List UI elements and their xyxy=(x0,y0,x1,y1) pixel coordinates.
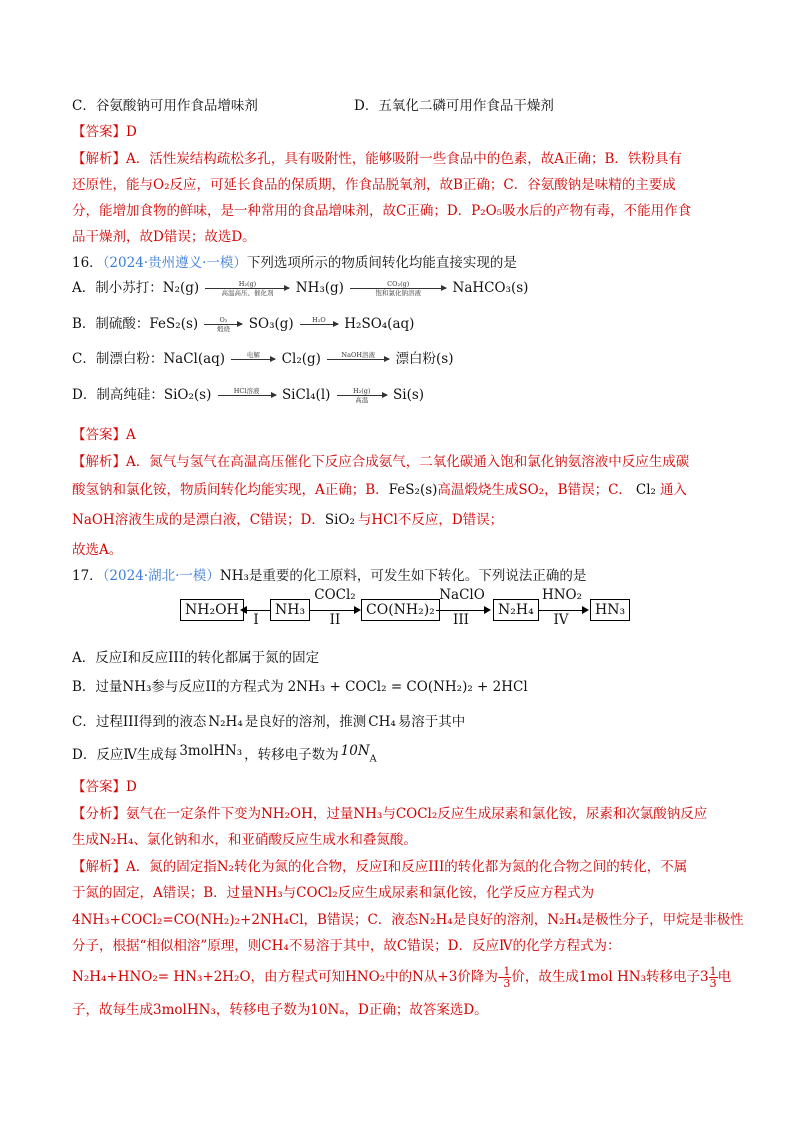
q16-stem-text: 下列选项所示的物质间转化均能直接实现的是 xyxy=(246,255,517,271)
q15-analysis-line4: 品干燥剂，故D错误；故选D。 xyxy=(72,229,256,245)
fraction-one-third: $\frac{1}{3}$ xyxy=(709,965,717,990)
q16-answer: 【答案】A xyxy=(72,427,136,443)
reaction-arrow: H₂(g) 高温高压、催化剂 xyxy=(205,280,289,297)
q17-answer: 【答案】D xyxy=(72,779,137,795)
q17-option-d: D．反应Ⅳ生成每 3molHN₃ ，转移电子数为 $10N_A$ xyxy=(72,743,377,765)
q16-analysis-line2: 酸氢钠和氯化铵，物质间转化均能实现，A正确；B．FeS₂(s)高温煅烧生成SO₂，B错误；C． Cl₂ 通入 xyxy=(72,482,687,498)
q17-analysis-line2: 于氮的固定，A错误；B．过量NH₃与COCl₂反应生成尿素和氯化铵，化学反应方程式为 xyxy=(72,885,595,901)
q15-analysis-line1: 【解析】A．活性炭结构疏松多孔，具有吸附性，能够吸附一些食品中的色素，故A正确；B．铁粉具有 xyxy=(72,151,682,167)
q17-option-b: B．过量NH₃参与反应II的方程式为 2NH₃ + COCl₂ = CO(NH₂)₂ + 2HCl xyxy=(72,679,528,695)
q16-analysis-line4: 故选A。 xyxy=(72,542,123,558)
q16-option-d: D．制高纯硅：SiO₂(s) HCl溶液 SiCl₄(l) H₂(g) 高温 Si(s) xyxy=(72,387,425,404)
q15-option-c: C．谷氨酸钠可用作食品增味剂 xyxy=(72,98,258,114)
scheme-arrowhead-ii xyxy=(354,606,361,614)
q16-option-c: C．制漂白粉：NaCl(aq) 电解 Cl₂(g) NaOH溶液 漂白粉(s) xyxy=(72,351,454,367)
reaction-arrow: H₂(g) 高温 xyxy=(337,387,387,404)
scheme-arrowhead-iv xyxy=(582,606,589,614)
q16-analysis-line1: 【解析】A．氮气与氢气在高温高压催化下反应合成氨气，二氧化碳通入饱和氯化钠氨溶液中反应生成碳 xyxy=(72,454,690,470)
q17-stem xyxy=(72,566,586,586)
q15-answer: 【答案】D xyxy=(72,124,137,140)
scheme-box-nh3: NH₃ xyxy=(270,599,310,621)
q17-stem-text: NH₃是重要的化工原料，可发生如下转化。下列说法正确的是 xyxy=(219,568,587,584)
reaction-arrow: 电解 xyxy=(231,351,275,368)
scheme-reagent-iii: NaClO xyxy=(439,587,485,603)
q17-analysis-line3: 4NH₃+COCl₂=CO(NH₂)₂+2NH₄Cl，B错误；C．液态N₂H₄是良好的溶剂，N₂H₄是极性分子，甲烷是非极性 xyxy=(72,912,744,928)
q17-analysis-line5: N₂H₄+HNO₂= HN₃+2H₂O，由方程式可知HNO₂中的N从+3价降为- $\frac{1}{3}$ 价，故生成1mol HN₃转移电子3 $\frac{1}{3}$ 电 xyxy=(72,965,732,990)
scheme-box-n2h4: N₂H₄ xyxy=(493,599,539,621)
q17-analysis-line1: 【解析】A．氮的固定指N₂转化为氮的化合物，反应I和反应III的转化都为氮的化合物之间的转化，不属 xyxy=(72,859,688,875)
q15-analysis-line3: 分，能增加食物的鲜味，是一种常用的食品增味剂，故C正确；D．P₂O₅吸水后的产物有毒，不能用作食 xyxy=(72,203,692,219)
scheme-label-i: I xyxy=(253,612,259,628)
scheme-box-nh2oh: NH₂OH xyxy=(180,599,244,621)
q17-number: 17． xyxy=(72,568,103,584)
q17-source: （2024·湖北·一模） xyxy=(102,568,220,584)
scheme-arrowhead-iii xyxy=(484,606,491,614)
q16-stem xyxy=(72,253,517,273)
q17-option-a: A．反应I和反应III的转化都属于氮的固定 xyxy=(72,650,320,666)
reaction-arrow: HCl溶液 xyxy=(218,387,276,404)
q17-fenxi-line1: 【分析】氨气在一定条件下变为NH₂OH，过量NH₃与COCl₂反应生成尿素和氯化铵，尿素和次氯酸钠反应 xyxy=(72,806,708,822)
scheme-label-ii: II xyxy=(329,612,341,628)
reaction-arrow: H₂O xyxy=(300,316,338,333)
fraction-one-third: $\frac{1}{3}$ xyxy=(503,965,511,990)
reaction-arrow: NaOH溶液 xyxy=(327,351,389,368)
scheme-arrowhead-i xyxy=(240,606,247,614)
q16-option-a: A．制小苏打：N₂(g) H₂(g) 高温高压、催化剂 NH₃(g) CO₂(g) 饱和氯化钠溶液 NaHCO₃(s) xyxy=(72,280,529,297)
q16-source: （2024·贵州遵义·一模） xyxy=(102,255,247,271)
scheme-reagent-ii: COCl₂ xyxy=(314,587,356,603)
q17-reaction-scheme xyxy=(180,587,700,637)
q15-analysis-line2: 还原性，能与O₂反应，可延长食品的保质期，作食品脱氧剂，故B正确；C．谷氨酸钠是味精的主要成 xyxy=(72,177,676,193)
q17-analysis-line4: 分子，根据“相似相溶”原理，则CH₄不易溶于其中，故C错误；D．反应Ⅳ的化学方程式为： xyxy=(72,938,621,954)
reaction-arrow: CO₂(g) 饱和氯化钠溶液 xyxy=(350,280,446,297)
scheme-arrow-ii xyxy=(310,610,356,611)
q15-option-d: D．五氧化二磷可用作食品干燥剂 xyxy=(354,98,554,114)
scheme-arrow-iv xyxy=(538,610,584,611)
q17-fenxi-line2: 生成N₂H₄、氯化钠和水，和亚硝酸反应生成水和叠氮酸。 xyxy=(72,832,417,848)
scheme-arrow-iii xyxy=(436,610,486,611)
q17-option-c: C．过程III得到的液态 N₂H₄ 是良好的溶剂，推测 CH₄ 易溶于其中 xyxy=(72,714,466,730)
scheme-label-iv: IV xyxy=(553,612,569,628)
scheme-reagent-iv: HNO₂ xyxy=(541,587,583,603)
reaction-arrow: O₂ 煅烧 xyxy=(204,316,242,333)
scheme-label-iii: III xyxy=(453,612,469,628)
q17-analysis-line6: 子，故每生成3molHN₃，转移电子数为10Nₐ，D正确；故答案选D。 xyxy=(72,1002,488,1018)
scheme-box-hn3: HN₃ xyxy=(590,599,630,621)
scheme-box-urea: CO(NH₂)₂ xyxy=(361,599,440,621)
q16-analysis-line3: NaOH溶液生成的是漂白液，C错误；D．SiO₂ 与HCl不反应，D错误； xyxy=(72,512,504,528)
q16-option-b: B．制硫酸：FeS₂(s) O₂ 煅烧 SO₃(g) H₂O H₂SO₄(aq) xyxy=(72,316,415,333)
q16-number: 16． xyxy=(72,255,103,271)
